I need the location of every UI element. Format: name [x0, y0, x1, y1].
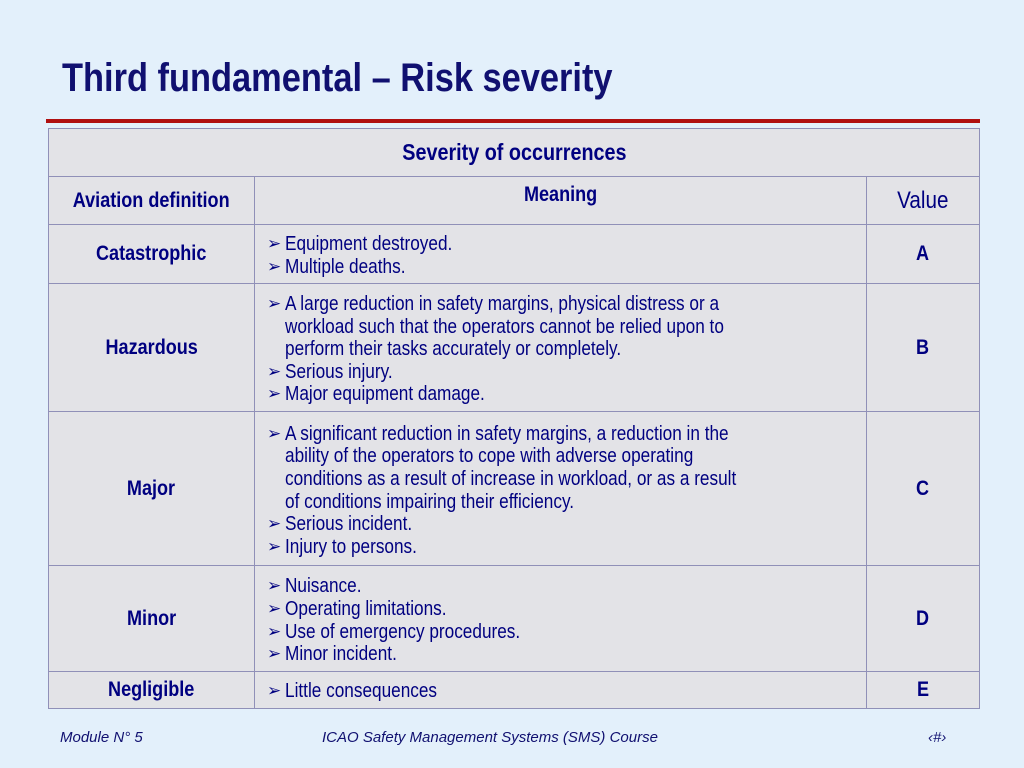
slide-title: Third fundamental – Risk severity — [62, 56, 613, 100]
footer-module: Module N° 5 — [60, 729, 143, 746]
column-header-value: Value — [867, 177, 980, 225]
meaning-bullet: ➢ Use of emergency procedures. — [267, 621, 866, 644]
meaning-bullet: ➢ Serious incident. — [267, 513, 866, 536]
meaning-bullet: ➢ Major equipment damage. — [267, 383, 866, 406]
table-row — [49, 225, 980, 284]
value-cell: A — [867, 225, 980, 284]
meaning-cell — [255, 412, 867, 566]
definition-cell: Catastrophic — [49, 225, 255, 284]
definition-cell: Minor — [49, 566, 255, 672]
meaning-bullet: ➢ A significant reduction in safety margins, a reduction in the ability of the operators to cope with adverse operating conditions as a result of increase in workload, or as a result of conditions impairing their efficiency. — [267, 423, 866, 513]
definition-cell: Major — [49, 412, 255, 566]
slide-number: ‹#› — [928, 729, 947, 746]
value-cell: D — [867, 566, 980, 672]
meaning-bullet: ➢ A large reduction in safety margins, physical distress or a workload such that the operators cannot be relied upon to perform their tasks accurately or completely. — [267, 293, 866, 361]
meaning-cell — [255, 225, 867, 284]
severity-table — [48, 128, 980, 709]
meaning-cell — [255, 566, 867, 672]
meaning-bullet: ➢ Serious injury. — [267, 361, 866, 384]
definition-cell: Hazardous — [49, 284, 255, 412]
value-cell: E — [867, 672, 980, 709]
meaning-cell — [255, 672, 867, 709]
meaning-bullet: ➢ Minor incident. — [267, 643, 866, 666]
meaning-bullet: ➢ Equipment destroyed. — [267, 233, 866, 256]
meaning-cell — [255, 284, 867, 412]
table-caption: Severity of occurrences — [49, 129, 980, 177]
table-row — [49, 412, 980, 566]
table-row — [49, 672, 980, 709]
value-cell: B — [867, 284, 980, 412]
column-header-meaning: Meaning — [255, 177, 867, 225]
value-cell: C — [867, 412, 980, 566]
meaning-bullet: ➢ Nuisance. — [267, 575, 866, 598]
footer-course: ICAO Safety Management Systems (SMS) Course — [322, 729, 658, 746]
definition-cell: Negligible — [49, 672, 255, 709]
meaning-bullet: ➢ Injury to persons. — [267, 536, 866, 559]
meaning-bullet: ➢ Operating limitations. — [267, 598, 866, 621]
column-header-definition: Aviation definition — [49, 177, 255, 225]
table-row — [49, 284, 980, 412]
meaning-bullet: ➢ Little consequences — [267, 680, 866, 703]
title-divider — [46, 119, 980, 123]
meaning-bullet: ➢ Multiple deaths. — [267, 256, 866, 279]
table-row — [49, 566, 980, 672]
